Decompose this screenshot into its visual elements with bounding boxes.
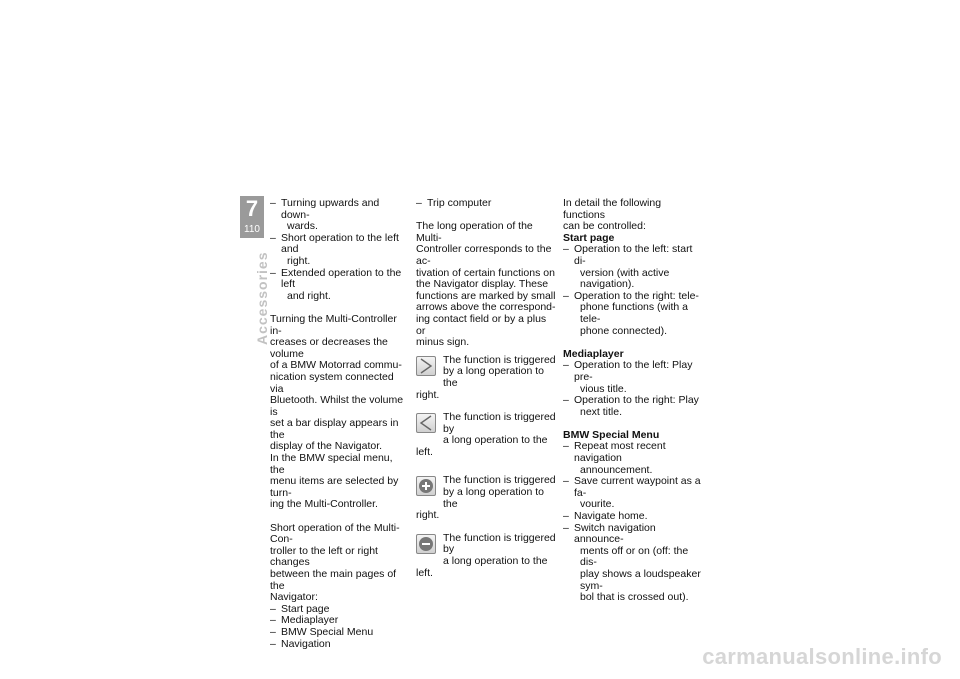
list-item: – Extended operation to the left and right. [270,268,408,303]
list-item: – Navigation [270,639,408,651]
heading-start-page: Start page [563,231,615,244]
arrow-left-icon [416,413,436,433]
icon-item-right: The function is triggered by a long operation to the right. [416,353,556,401]
list-item: – Operation to the left: Play pre- vious title. [563,360,705,395]
list-item: – Operation to the left: start di- version (with active navigation). [563,244,705,290]
list-item: – Save current waypoint as a fa- vourite. [563,476,705,511]
list-item: – Short operation to the left and right. [270,233,408,268]
heading-mediaplayer: Mediaplayer [563,347,624,360]
heading-bmw-special-menu: BMW Special Menu [563,428,660,441]
list-item: – Operation to the right: tele- phone functions (with a tele- phone connected). [563,291,705,337]
list-item: – Turning upwards and down- wards. [270,198,408,233]
minus-icon [416,534,436,554]
chapter-tab [240,196,264,238]
list-mediaplayer [563,360,705,418]
paragraph-short-operation: Short operation of the Multi-Con- troller to the left or right changes between the main pages of the Navigator: [270,521,400,604]
list-item: – BMW Special Menu [270,627,408,639]
icon-item-plus: The function is triggered by a long operation to the right. [416,474,556,522]
paragraph-volume: Turning the Multi-Controller in- creases or decreases the volume of a BMW Motorrad commu- nication system connected via Bluetooth. Whilst the volume is set a bar display appears in the display of the Navigator. [270,312,404,453]
paragraph-special-menu: In the BMW special menu, the menu items are selected by turn- ing the Multi-Controller. [270,452,399,511]
paragraph-long-operation: The long operation of the Multi- Controller corresponds to the ac- tivation of certain functions on the Navigator display. These functions are marked by small arrows above the correspond- ing contact field or by a plus or minus sign. [416,220,556,349]
watermark: carmanualsonline.info [702,644,942,669]
arrow-right-icon [416,356,436,376]
list-item: – Mediaplayer [270,615,408,627]
list-bmw-special-menu [563,441,705,603]
list-controller-actions [270,198,408,302]
chapter-number: 7 [245,196,259,221]
list-trip-computer [416,198,556,210]
plus-icon [416,476,436,496]
icon-item-left: The function is triggered by a long operation to the left. [416,411,556,458]
list-item: – Start page [270,604,408,616]
section-label: Accessories [254,251,270,345]
list-item: – Navigate home. [563,511,705,523]
list-item: – Trip computer [416,198,556,210]
column-2 [416,198,556,579]
icon-item-minus: The function is triggered by a long operation to the left. [416,531,556,579]
list-item: – Switch navigation announce- ments off or on (off: the dis- play shows a loudspeaker sym- bol that is crossed out). [563,523,705,604]
column-3 [563,198,705,604]
list-item: – Repeat most recent navigation announcement. [563,441,705,476]
list-start-page [563,244,705,337]
column-1 [270,198,408,650]
list-item: – Operation to the right: Play next title. [563,395,705,418]
list-main-pages [270,604,408,650]
page-number: 110 [244,224,260,235]
paragraph-intro: In detail the following functions can be controlled: [563,197,662,233]
